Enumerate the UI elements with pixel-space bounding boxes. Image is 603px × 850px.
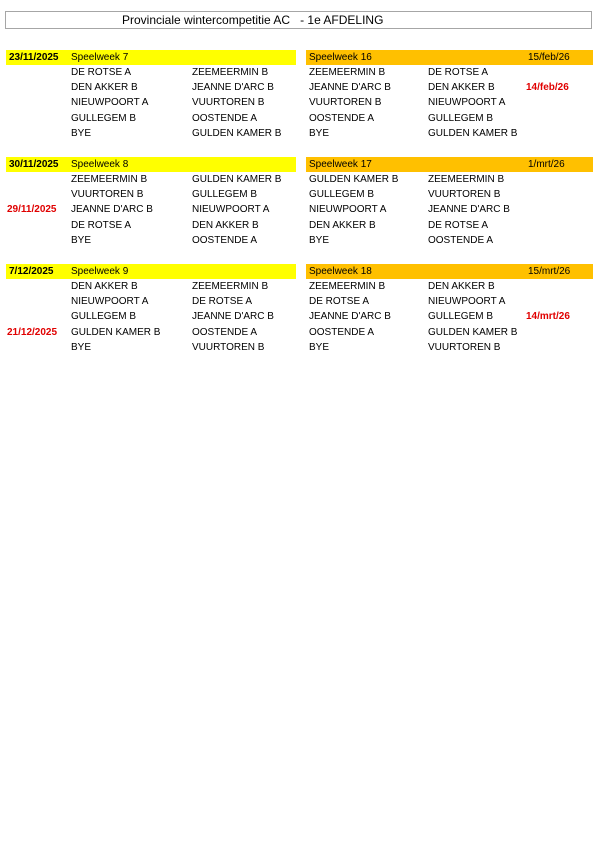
home-team: VUURTOREN B — [309, 97, 382, 109]
home-team: NIEUWPOORT A — [309, 204, 387, 216]
speelweek-date: 15/feb/26 — [528, 52, 570, 63]
away-team: VUURTOREN B — [192, 97, 265, 109]
rescheduled-date: 21/12/2025 — [7, 326, 58, 338]
home-team: JEANNE D'ARC B — [309, 82, 391, 94]
away-team: DEN AKKER B — [428, 281, 495, 292]
match-row — [6, 187, 296, 202]
match-row — [6, 325, 296, 340]
speelweek-header — [306, 157, 593, 172]
speelweek-header — [6, 157, 296, 172]
away-team: ZEEMEERMIN B — [192, 67, 269, 78]
speelweek-date: 30/11/2025 — [9, 159, 59, 170]
match-row — [6, 279, 296, 294]
speelweek-header — [6, 50, 296, 65]
speelweek-header — [306, 264, 593, 279]
rescheduled-date: 14/feb/26 — [526, 82, 569, 94]
home-team: BYE — [71, 127, 92, 139]
home-team: DE ROTSE A — [71, 219, 132, 231]
away-team: DE ROTSE A — [428, 67, 489, 78]
away-team: GULDEN KAMER B — [192, 174, 282, 185]
home-team: JEANNE D'ARC B — [309, 311, 391, 323]
home-team: BYE — [71, 234, 92, 246]
match-row — [306, 111, 593, 126]
home-team: JEANNE D'ARC B — [71, 204, 153, 216]
speelweek-block-right — [306, 50, 593, 141]
away-team: JEANNE D'ARC B — [192, 82, 274, 94]
speelweek-label: Speelweek 7 — [71, 52, 129, 63]
speelweek-date: 23/11/2025 — [9, 52, 59, 63]
match-row — [6, 218, 296, 233]
home-team: ZEEMEERMIN B — [309, 281, 386, 292]
home-team: DE ROTSE A — [309, 296, 370, 308]
speelweek-label: Speelweek 18 — [309, 266, 372, 277]
away-team: OOSTENDE A — [192, 112, 258, 124]
speelweek-block-left — [6, 50, 296, 141]
page-title: Provinciale wintercompetitie AC - 1e AFDELING — [122, 13, 384, 27]
match-row — [306, 233, 593, 248]
match-row — [306, 80, 593, 95]
home-team: DE ROTSE A — [71, 67, 132, 78]
home-team: GULLEGEM B — [71, 112, 137, 124]
home-team: DEN AKKER B — [309, 219, 376, 231]
away-team: GULDEN KAMER B — [428, 326, 518, 338]
away-team: DE ROTSE A — [428, 219, 489, 231]
away-team: ZEEMEERMIN B — [192, 281, 269, 292]
match-row — [306, 325, 593, 340]
away-team: GULLEGEM B — [428, 112, 494, 124]
match-row — [6, 294, 296, 309]
home-team: BYE — [309, 234, 330, 246]
away-team: NIEUWPOORT A — [428, 97, 506, 109]
title-box — [5, 11, 592, 29]
away-team: ZEEMEERMIN B — [428, 174, 505, 185]
match-row — [306, 279, 593, 294]
home-team: OOSTENDE A — [309, 326, 375, 338]
match-row — [306, 218, 593, 233]
away-team: VUURTOREN B — [428, 189, 501, 201]
speelweek-label: Speelweek 16 — [309, 52, 372, 63]
away-team: GULDEN KAMER B — [428, 127, 518, 139]
home-team: BYE — [71, 341, 92, 353]
home-team: VUURTOREN B — [71, 189, 144, 201]
speelweek-date: 7/12/2025 — [9, 266, 54, 277]
speelweek-label: Speelweek 8 — [71, 159, 129, 170]
speelweek-block-right — [306, 264, 593, 355]
match-row — [6, 340, 296, 355]
speelweek-block-right — [306, 157, 593, 248]
home-team: BYE — [309, 127, 330, 139]
home-team: GULLEGEM B — [71, 311, 137, 323]
away-team: GULLEGEM B — [192, 189, 258, 201]
away-team: DE ROTSE A — [192, 296, 253, 308]
match-row — [6, 80, 296, 95]
speelweek-label: Speelweek 9 — [71, 266, 129, 277]
match-row — [306, 294, 593, 309]
home-team: NIEUWPOORT A — [71, 296, 149, 308]
home-team: BYE — [309, 341, 330, 353]
away-team: OOSTENDE A — [428, 234, 494, 246]
match-row — [306, 95, 593, 110]
away-team: GULLEGEM B — [428, 311, 494, 323]
speelweek-block-left — [6, 157, 296, 248]
away-team: JEANNE D'ARC B — [428, 204, 510, 216]
away-team: NIEUWPOORT A — [428, 296, 506, 308]
away-team: DEN AKKER B — [428, 82, 495, 94]
match-row — [6, 309, 296, 324]
match-row — [306, 187, 593, 202]
speelweek-header — [306, 50, 593, 65]
home-team: ZEEMEERMIN B — [71, 174, 148, 185]
match-row — [306, 65, 593, 80]
away-team: OOSTENDE A — [192, 326, 258, 338]
home-team: DEN AKKER B — [71, 281, 138, 292]
away-team: OOSTENDE A — [192, 234, 258, 246]
match-row — [6, 95, 296, 110]
home-team: OOSTENDE A — [309, 112, 375, 124]
speelweek-block-left — [6, 264, 296, 355]
rescheduled-date: 29/11/2025 — [7, 204, 57, 216]
home-team: GULLEGEM B — [309, 189, 375, 201]
match-row — [6, 111, 296, 126]
match-row — [306, 202, 593, 217]
match-row — [6, 233, 296, 248]
away-team: VUURTOREN B — [192, 341, 265, 353]
match-row — [6, 126, 296, 141]
match-row — [306, 340, 593, 355]
home-team: NIEUWPOORT A — [71, 97, 149, 109]
away-team: DEN AKKER B — [192, 219, 259, 231]
match-row — [306, 309, 593, 324]
match-row — [306, 126, 593, 141]
match-row — [306, 172, 593, 187]
speelweek-label: Speelweek 17 — [309, 159, 372, 170]
rescheduled-date: 14/mrt/26 — [526, 311, 570, 323]
speelweek-header — [6, 264, 296, 279]
home-team: GULDEN KAMER B — [309, 174, 399, 185]
home-team: ZEEMEERMIN B — [309, 67, 386, 78]
match-row — [6, 172, 296, 187]
away-team: GULDEN KAMER B — [192, 127, 282, 139]
away-team: VUURTOREN B — [428, 341, 501, 353]
match-row — [6, 202, 296, 217]
away-team: JEANNE D'ARC B — [192, 311, 274, 323]
speelweek-date: 1/mrt/26 — [528, 159, 565, 170]
home-team: GULDEN KAMER B — [71, 326, 161, 338]
away-team: NIEUWPOORT A — [192, 204, 270, 216]
match-row — [6, 65, 296, 80]
home-team: DEN AKKER B — [71, 82, 138, 94]
speelweek-date: 15/mrt/26 — [528, 266, 571, 277]
